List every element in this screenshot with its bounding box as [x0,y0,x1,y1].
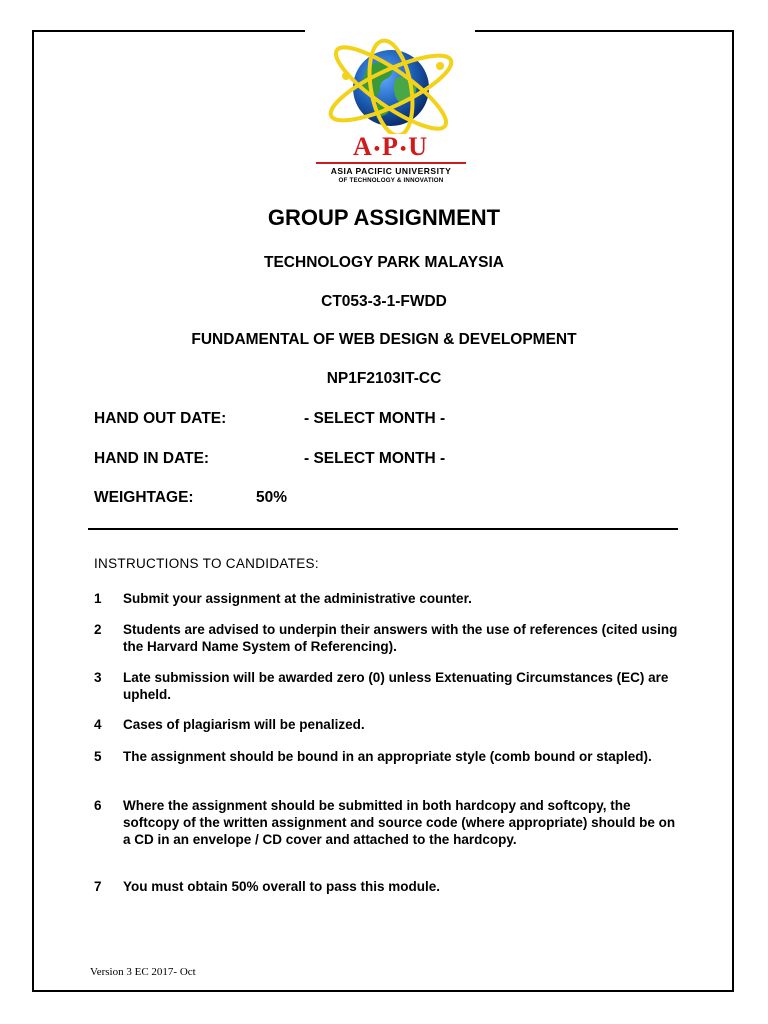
hand-in-label: HAND IN DATE: [94,450,210,467]
instruction-text: Students are advised to underpin their answers with the use of references (cited using the Harvard Name System of Referencing). [123,622,678,654]
university-name: ASIA PACIFIC UNIVERSITY [330,166,452,176]
instruction-number: 5 [94,749,102,764]
module-name: FUNDAMENTAL OF WEB DESIGN & DEVELOPMENT [191,331,577,348]
module-code: CT053-3-1-FWDD [321,293,447,310]
weightage-value: 50% [256,489,288,506]
weightage-label: WEIGHTAGE: [94,489,194,506]
instruction-text: Late submission will be awarded zero (0) unless Extenuating Circumstances (EC) are upheld. [123,670,669,702]
instructions-heading: INSTRUCTIONS TO CANDIDATES: [94,556,319,571]
instruction-text: The assignment should be bound in an appropriate style (comb bound or stapled). [123,749,652,764]
globe-atom-icon [316,38,466,134]
instruction-text: You must obtain 50% overall to pass this module. [123,879,441,894]
border-gap [305,26,475,36]
hand-out-value[interactable]: - SELECT MONTH - [304,410,446,427]
instruction-number: 4 [94,717,102,732]
weightage-row [94,489,288,507]
hand-in-row [94,450,446,468]
instruction-number: 3 [94,670,102,685]
apu-wordmark: A•P•U [352,132,430,161]
apu-logo [316,38,466,184]
instruction-text: Cases of plagiarism will be penalized. [123,717,365,732]
hand-out-row [94,410,446,428]
instruction-number: 2 [94,622,102,637]
logo-divider [316,162,466,164]
version-footer: Version 3 EC 2017- Oct [90,966,196,978]
instruction-number: 1 [94,591,102,606]
instruction-number: 6 [94,798,102,813]
instruction-number: 7 [94,879,102,894]
section-divider [88,528,678,530]
university-subtitle: OF TECHNOLOGY & INNOVATION [338,177,444,184]
intake-code: NP1F2103IT-CC [326,370,442,387]
assignment-title: GROUP ASSIGNMENT [267,205,501,230]
instruction-text: Where the assignment should be submitted in both hardcopy and softcopy, the softcopy of the written assignment and source code (where appropriate) should be on a CD in an envelope / CD cover and attached to the hardcopy. [123,798,676,847]
hand-out-label: HAND OUT DATE: [94,410,227,427]
instruction-text: Submit your assignment at the administrative counter. [123,591,472,606]
location-title: TECHNOLOGY PARK MALAYSIA [264,254,504,271]
hand-in-value[interactable]: - SELECT MONTH - [304,450,446,467]
